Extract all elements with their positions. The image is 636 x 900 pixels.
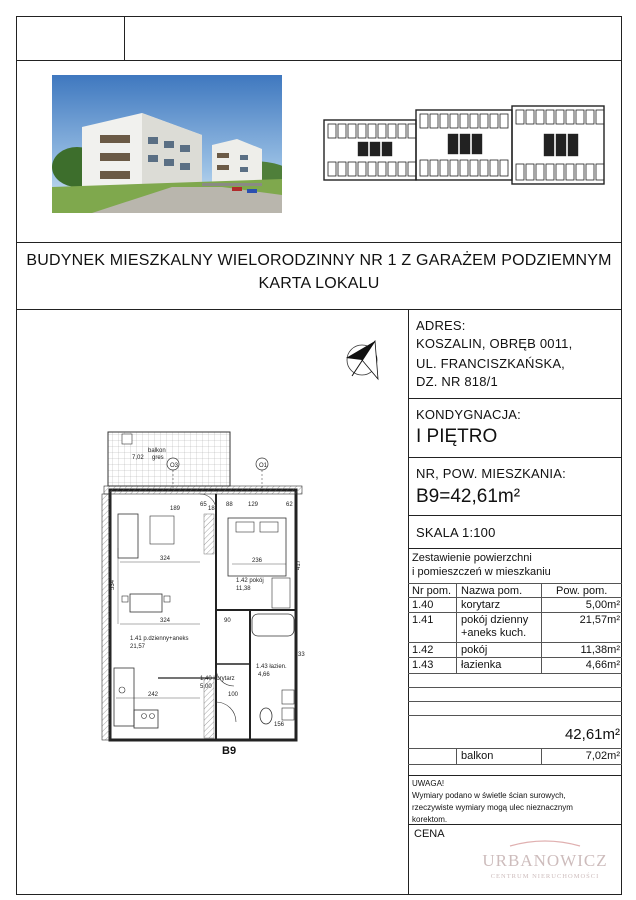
watermark-logo [470, 840, 620, 890]
note-title: UWAGA! [412, 779, 445, 788]
balcony-label: balkon [461, 750, 494, 762]
address-line-1: KOSZALIN, OBRĘB 0011, [416, 336, 573, 351]
plan-dimension: 189 [170, 506, 181, 512]
price-top-line [408, 824, 622, 825]
total-area: 42,61m² [564, 726, 620, 743]
note-line-2: rzeczywiste wymiary mogą ulec nieznacznym [412, 803, 573, 812]
row-divider [408, 701, 622, 702]
price-label: CENA [414, 828, 445, 840]
svg-text:URBANOWICZ: URBANOWICZ [482, 851, 608, 870]
col-number-header: Nr pom. [412, 585, 452, 597]
row-name: pokój dzienny [461, 614, 529, 626]
plan-balcony-label: balkon [148, 448, 166, 454]
summary-header-bottom [408, 597, 622, 598]
floor-label: KONDYGNACJA: [416, 407, 521, 422]
plan-room-143-area: 4,66 [258, 672, 270, 678]
row-number: 1.43 [412, 659, 434, 671]
floor-divider [408, 457, 622, 458]
balcony-col-divider-1 [456, 748, 457, 764]
plan-balcony-finish: gres [152, 455, 164, 461]
row-divider [408, 715, 622, 716]
plan-dimension: 88 [226, 502, 233, 508]
row-area: 5,00m² [585, 599, 620, 611]
row-name: korytarz [461, 599, 501, 611]
plan-dimension: 534 [110, 579, 116, 590]
site-plan [318, 100, 610, 192]
plan-room-141-label: 1.41 p.dzienny+aneks [130, 636, 189, 642]
row-area: 4,66m² [585, 659, 620, 671]
address-divider [408, 398, 622, 399]
row-area: 21,57m² [579, 614, 620, 626]
address-line-3: DZ. NR 818/1 [416, 374, 498, 389]
total-divider [408, 748, 622, 749]
row-divider [408, 612, 622, 613]
col-area-header: Pow. pom. [556, 585, 608, 597]
building-title: BUDYNEK MIESZKALNY WIELORODZINNY NR 1 Z GARAŻEM PODZIEMNYM [26, 252, 612, 269]
summary-header-top [408, 583, 622, 584]
col-name-header: Nazwa pom. [461, 585, 523, 597]
svg-text:CENTRUM NIERUCHOMOŚCI: CENTRUM NIERUCHOMOŚCI [490, 873, 600, 880]
summary-title-1: Zestawienie powierzchni [412, 552, 532, 564]
header-box-divider [124, 16, 125, 60]
info-column-divider [408, 309, 409, 895]
plan-room-143-label: 1.43 łazien. [256, 664, 287, 670]
plan-room-140-label: 1.40 korytarz [200, 676, 235, 682]
row-divider [408, 642, 622, 643]
floor-value: I PIĘTRO [416, 426, 498, 447]
row-divider [408, 657, 622, 658]
plan-dimension: 100 [228, 692, 239, 698]
plan-room-142-area: 11,38 [236, 586, 251, 592]
row-name: łazienka [461, 659, 502, 671]
row-name: pokój [461, 644, 488, 656]
apartment-divider [408, 515, 622, 516]
floor-plan [100, 428, 310, 760]
row-name-continued: +aneks kuch. [461, 627, 527, 639]
plan-room-142-label: 1.42 pokój [236, 578, 264, 584]
apartment-label: NR, POW. MIESZKANIA: [416, 466, 566, 481]
row-divider [408, 673, 622, 674]
note-line-1: Wymiary podano w świetle ścian surowych, [412, 791, 566, 800]
north-arrow-icon [338, 335, 386, 385]
row-divider [408, 687, 622, 688]
plan-dimension: 65 [200, 502, 207, 508]
address-label: ADRES: [416, 318, 466, 333]
plan-dimension: 236 [252, 558, 263, 564]
note-top-line [408, 775, 622, 776]
plan-dimension: 33 [298, 652, 305, 658]
axis-o1-label: O1 [259, 463, 268, 469]
row-number: 1.42 [412, 644, 434, 656]
plan-dimension: 417 [296, 559, 302, 570]
plan-room-141-area: 21,57 [130, 644, 146, 650]
card-title: KARTA LOKALU [258, 275, 380, 292]
plan-dimension: 324 [160, 556, 171, 562]
row-area: 11,38m² [580, 644, 620, 656]
summary-col-divider-1 [456, 583, 457, 673]
apartment-value: B9=42,61m² [416, 486, 521, 507]
plan-room-140-area: 5,00 [200, 684, 212, 690]
title-top-line [16, 242, 622, 243]
balcony-area: 7,02m² [585, 750, 620, 762]
plan-dimension: 90 [224, 618, 231, 624]
plan-dimension: 129 [248, 502, 259, 508]
plan-dimension: 324 [160, 618, 171, 624]
summary-title-2: i pomieszczeń w mieszkaniu [412, 566, 551, 578]
scale-divider [408, 548, 622, 549]
header-divider [16, 60, 622, 61]
plan-unit-label: B9 [222, 745, 237, 757]
scale-label: SKALA 1:100 [416, 525, 496, 540]
plan-balcony-area: 7,02 [132, 455, 144, 461]
title-bottom-line [16, 309, 622, 310]
row-number: 1.40 [412, 599, 434, 611]
plan-dimension: 156 [274, 722, 285, 728]
address-line-2: UL. FRANCISZKAŃSKA, [416, 356, 565, 371]
plan-dimension: 62 [286, 502, 293, 508]
building-rendering [52, 75, 282, 213]
plan-dimension: 242 [148, 692, 159, 698]
plan-dimension: 18 [208, 506, 215, 512]
note-line-3: korektom. [412, 815, 448, 824]
row-number: 1.41 [412, 614, 434, 626]
balcony-divider [408, 764, 622, 765]
axis-o3-label: O3 [170, 463, 179, 469]
